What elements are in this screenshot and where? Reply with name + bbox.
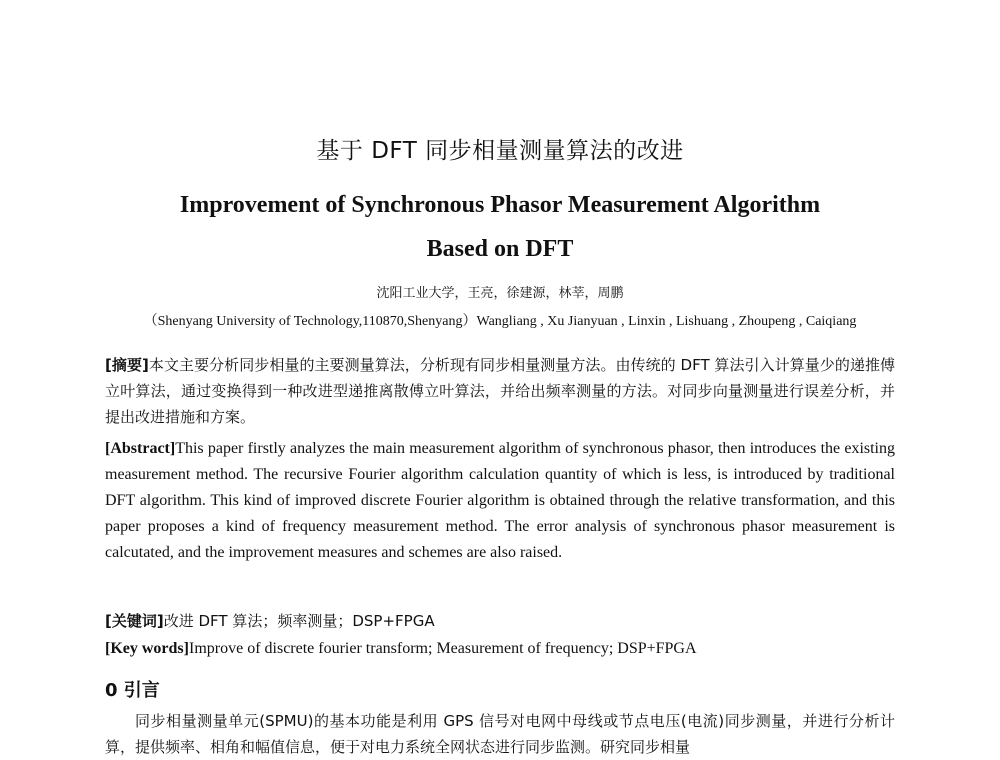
title-chinese: 基于 DFT 同步相量测量算法的改进 bbox=[316, 138, 684, 164]
abstract-chinese-label: [摘要] bbox=[105, 356, 149, 374]
abstract-english bbox=[105, 436, 895, 566]
keywords-english bbox=[105, 636, 895, 662]
title-english-line-2: Based on DFT bbox=[426, 236, 574, 262]
keywords-chinese-label: [关键词] bbox=[105, 612, 164, 630]
keywords-english-text: Improve of discrete fourier transform; Measurement of frequency; DSP+FPGA bbox=[188, 640, 697, 657]
abstract-english-label: [Abstract] bbox=[105, 440, 176, 457]
title-english-line-1: Improvement of Synchronous Phasor Measurement Algorithm bbox=[179, 192, 821, 218]
section-heading-introduction: 0 引言 bbox=[105, 680, 160, 701]
keywords-english-label: [Key words] bbox=[105, 640, 189, 657]
introduction-paragraph: 同步相量测量单元(SPMU)的基本功能是利用 GPS 信号对电网中母线或节点电压(电流)同步测量，并进行分析计算，提供频率、相角和幅值信息，便于对电力系统全网状态进行同步监测。研究同步相量 bbox=[105, 712, 895, 756]
keywords-chinese-text: 改进 DFT 算法；频率测量；DSP+FPGA bbox=[163, 612, 435, 630]
affiliation-english: （Shenyang University of Technology,110870,Shenyang）Wangliang , Xu Jianyuan , Linxin , Lishuang , Zhoupeng , Caiqiang bbox=[143, 314, 857, 329]
keywords-chinese bbox=[105, 608, 895, 634]
abstract-english-text: This paper firstly analyzes the main measurement algorithm of synchronous phasor, then introduces the existing measurement method. The recursive Fourier algorithm calculation quantity of which is less, is introduced by traditional DFT algorithm. This kind of improved discrete Fourier algorithm is obtained through the relative transformation, and this paper proposes a kind of frequency measurement method. The error analysis of synchronous phasor measurement is calcutated, and the improvement measures and schemes are also raised. bbox=[105, 440, 895, 561]
authors-chinese: 沈阳工业大学，王亮，徐建源，林莘，周鹏 bbox=[376, 286, 624, 301]
abstract-chinese-text: 本文主要分析同步相量的主要测量算法，分析现有同步相量测量方法。由传统的 DFT 算法引入计算量少的递推傅立叶算法，通过变换得到一种改进型递推离散傅立叶算法，并给出频率测量的方法。对同步向量测量进行误差分析，并提出改进措施和方案。 bbox=[105, 356, 895, 426]
abstract-chinese bbox=[105, 352, 895, 430]
